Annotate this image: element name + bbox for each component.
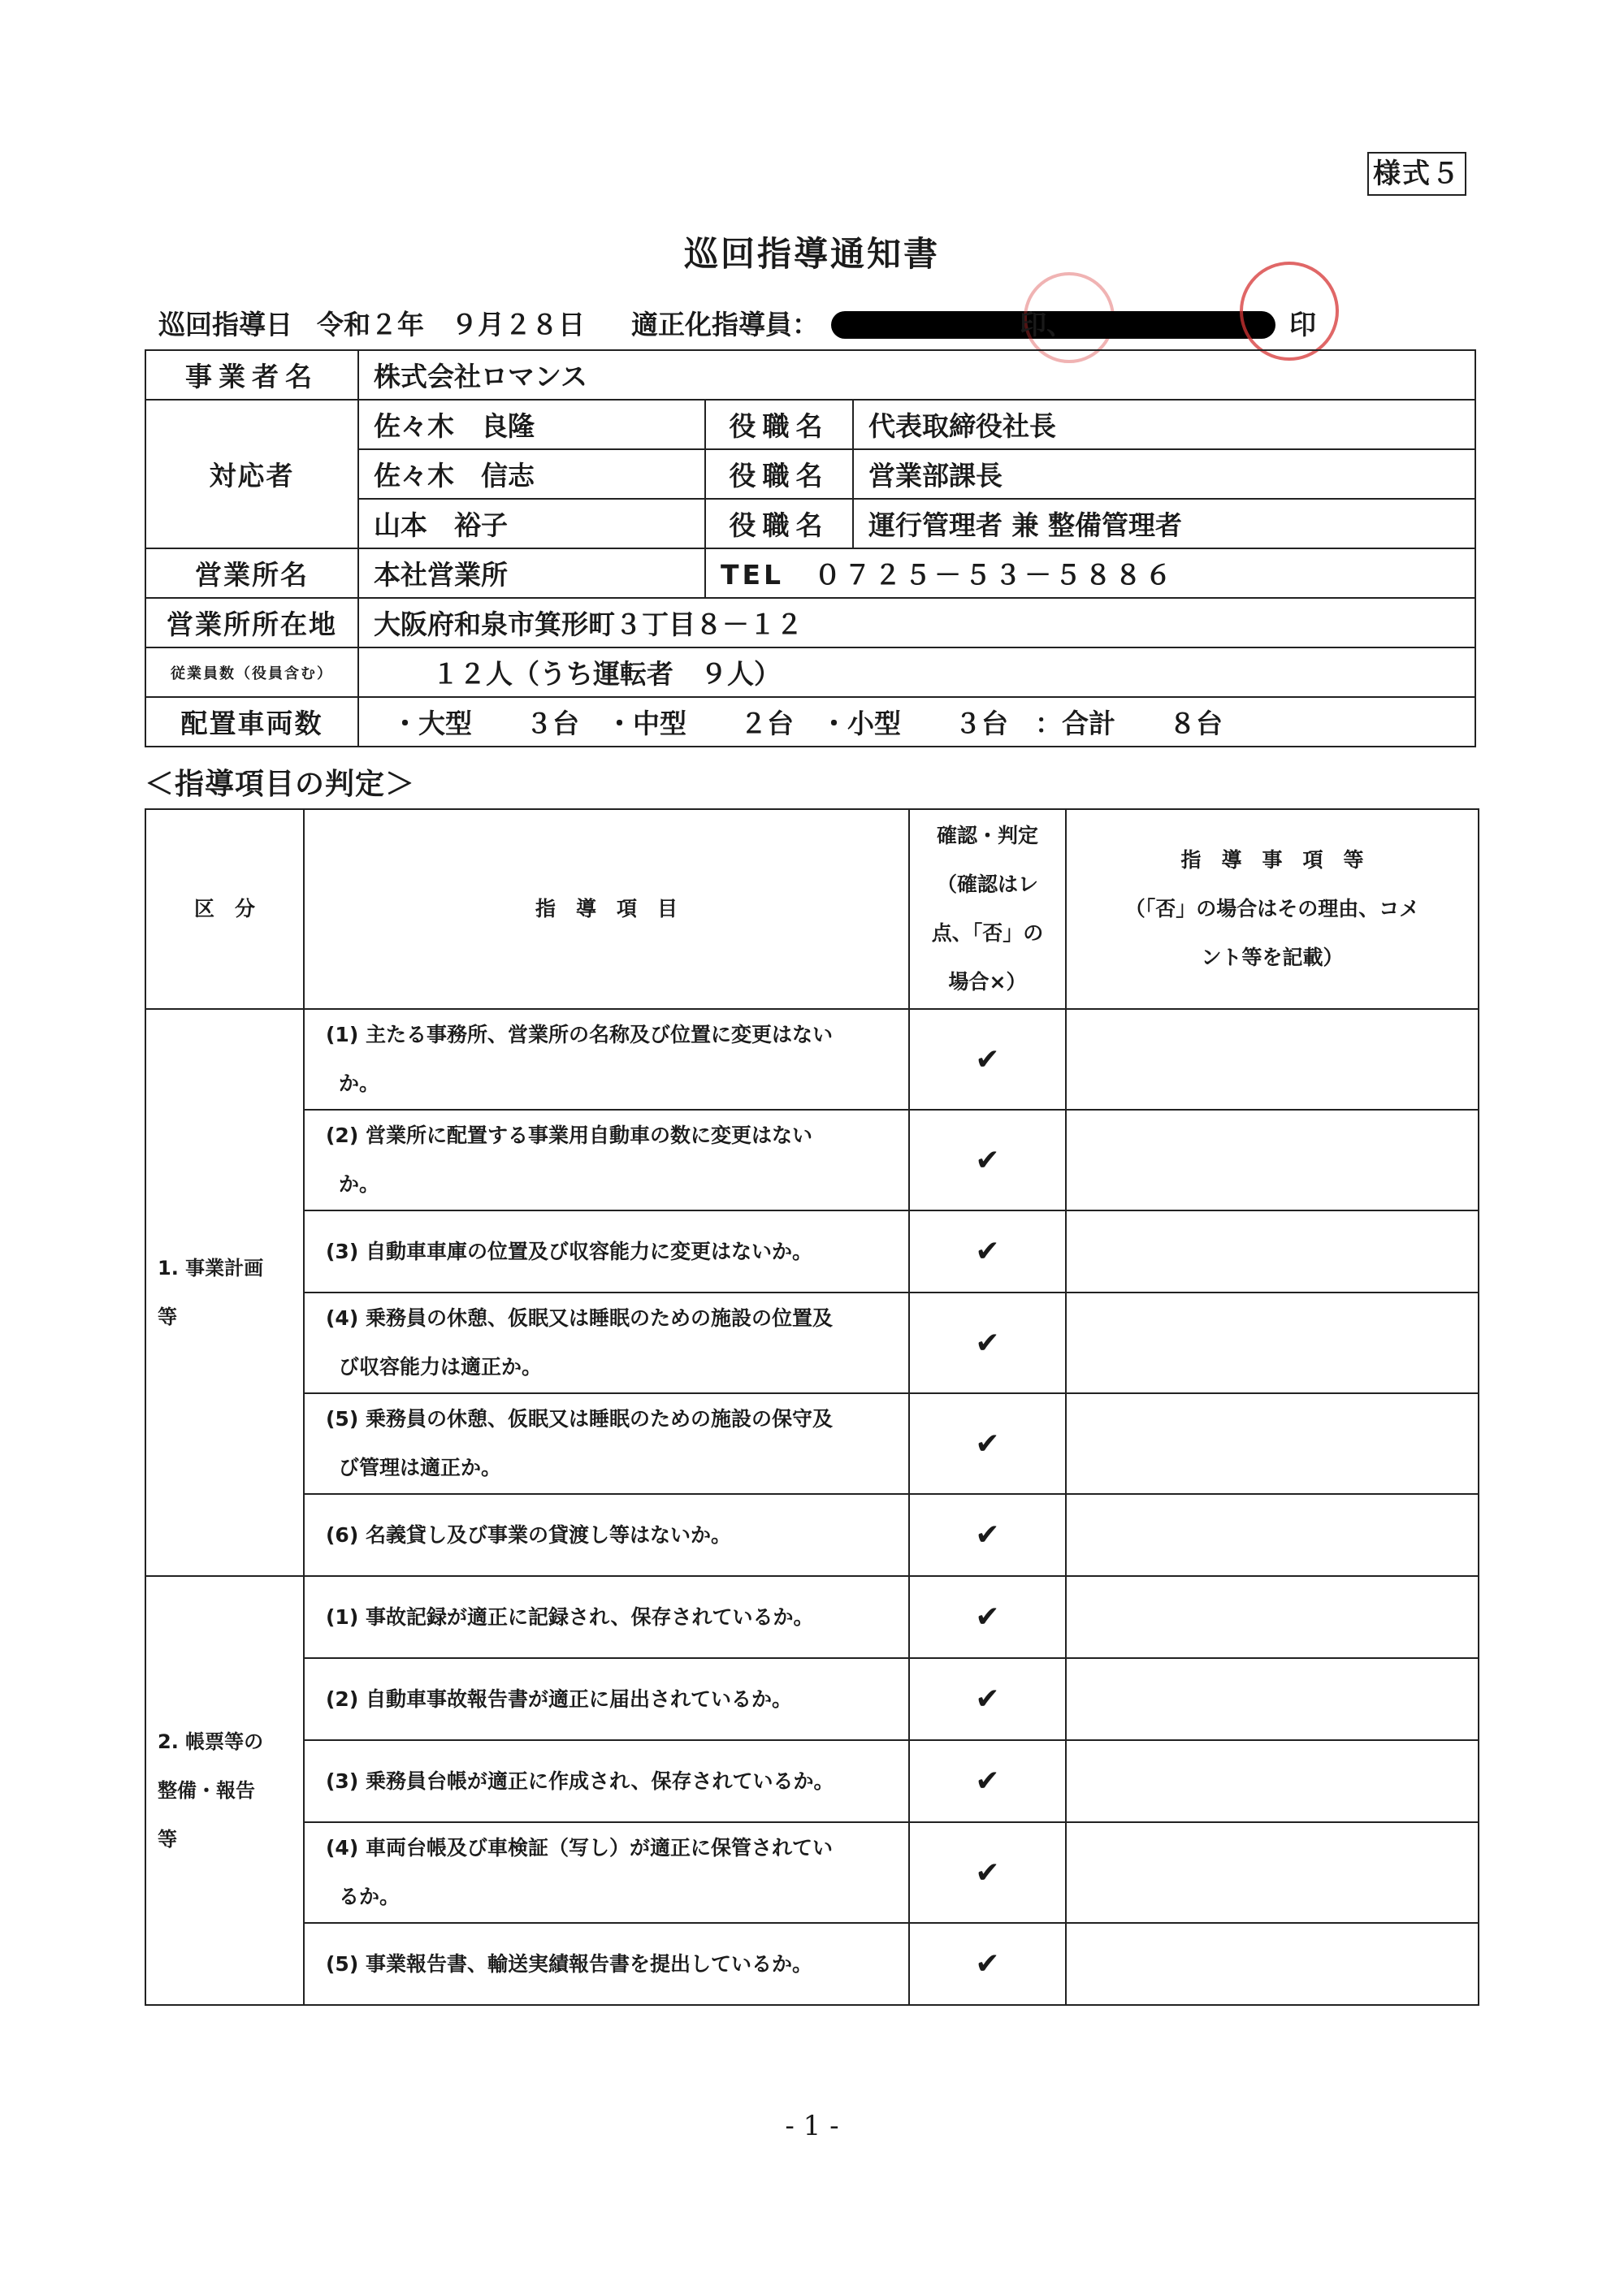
date-label: 巡回指導日 [158,309,292,340]
notes-cell [1066,1658,1479,1740]
item-cell [304,1494,909,1576]
item-line: び収容能力は適正か。 [339,1355,543,1379]
header-notes-line: ント等を記載） [1201,946,1344,969]
item-line: (3) 自動車車庫の位置及び収容能力に変更はないか。 [326,1239,812,1263]
item-cell [304,1658,909,1740]
vehicles-row [145,697,1475,747]
table-row [145,1293,1479,1393]
check-mark: ✔ [909,1110,1066,1210]
header-check-line: 場合×） [948,970,1027,994]
office-name: 本社営業所 [358,548,705,598]
item-cell [304,1293,909,1393]
table-row [145,1210,1479,1293]
category-line: 整備・報告 [158,1779,255,1802]
notes-cell [1066,1576,1479,1658]
date-value: 令和２年 ９月２８日 [317,309,585,340]
responder-row [145,400,1475,449]
address-row [145,598,1475,647]
check-mark: ✔ [909,1009,1066,1110]
item-cell [304,1740,909,1822]
category-line: 1. 事業計画 [158,1257,264,1280]
header-notes [1066,809,1479,1009]
business-name-value: 株式会社ロマンス [358,350,1475,400]
responder-name: 山本 裕子 [358,499,705,548]
item-line: び管理は適正か。 [339,1456,502,1479]
notes-cell [1066,1740,1479,1822]
business-info-table [145,349,1476,747]
notes-cell [1066,1009,1479,1110]
table-row [145,1740,1479,1822]
inspector-label: 適正化指導員： [631,309,819,340]
address-value: 大阪府和泉市箕形町３丁目８－１２ [358,598,1475,647]
header-check-line: 点、「否」の [931,921,1044,945]
page-title: 巡回指導通知書 [683,234,940,274]
seal-mark-1: 印、 [1020,309,1073,340]
business-name-label: 事業者名 [145,350,358,400]
responder-name: 佐々木 良隆 [358,400,705,449]
header-check-line: （確認はレ [936,873,1038,896]
responder-name: 佐々木 信志 [358,449,705,499]
header-check [909,809,1066,1009]
item-line: (2) 自動車事故報告書が適正に届出されているか。 [326,1687,792,1711]
item-cell [304,1393,909,1494]
item-line: (5) 事業報告書、輸送実績報告書を提出しているか。 [326,1951,812,1976]
item-line: か。 [339,1172,380,1196]
check-mark: ✔ [909,1494,1066,1576]
check-mark: ✔ [909,1293,1066,1393]
item-line: (3) 乗務員台帳が適正に作成され、保存されているか。 [326,1769,834,1793]
responder-position: 営業部課長 [853,449,1475,499]
item-line: (6) 名義貸し及び事業の貸渡し等はないか。 [326,1522,731,1547]
item-line: (2) 営業所に配置する事業用自動車の数に変更はない [326,1124,812,1147]
header-check-line: 確認・判定 [936,824,1038,847]
address-label: 営業所所在地 [145,598,358,647]
header-item: 指 導 項 目 [304,809,909,1009]
responder-position: 運行管理者 兼 整備管理者 [853,499,1475,548]
table-row [145,1110,1479,1210]
item-cell [304,1822,909,1923]
section-title: ＜指導項目の判定＞ [145,768,416,801]
table-row [145,1393,1479,1494]
position-label: 役職名 [705,449,853,499]
table-row [145,1822,1479,1923]
item-line: るか。 [339,1885,401,1908]
check-mark: ✔ [909,1740,1066,1822]
responder-label: 対応者 [145,400,358,548]
inspection-header [158,301,1345,349]
office-row [145,548,1475,598]
employees-row [145,647,1475,697]
item-cell [304,1009,909,1110]
office-label: 営業所名 [145,548,358,598]
item-cell [304,1923,909,2005]
office-tel: TEL ０７２５－５３－５８８６ [705,548,1475,598]
position-label: 役職名 [705,499,853,548]
notes-cell [1066,1923,1479,2005]
category-cell [145,1009,304,1576]
notes-cell [1066,1822,1479,1923]
inspection-items-table [145,808,1479,2006]
employees-value: １２人（うち運転者 ９人） [358,647,1475,697]
notes-cell [1066,1494,1479,1576]
header-category: 区 分 [145,809,304,1009]
page-number: - 1 - [785,2110,839,2142]
table-header-row [145,809,1479,1009]
table-row [145,1576,1479,1658]
responder-position: 代表取締役社長 [853,400,1475,449]
category-cell [145,1576,304,2005]
category-line: 2. 帳票等の [158,1730,264,1753]
employees-label: 従業員数（役員含む） [145,647,358,697]
business-name-row [145,350,1475,400]
check-mark: ✔ [909,1393,1066,1494]
table-row [145,1658,1479,1740]
seal-mark-2: 印 [1289,309,1316,340]
item-cell [304,1210,909,1293]
category-line: 等 [158,1828,177,1851]
item-line: (4) 乗務員の休憩、仮眠又は睡眠のための施設の位置及 [326,1306,833,1330]
notes-cell [1066,1393,1479,1494]
check-mark: ✔ [909,1210,1066,1293]
check-mark: ✔ [909,1822,1066,1923]
check-mark: ✔ [909,1576,1066,1658]
form-number: 様式５ [1367,152,1466,196]
item-cell [304,1110,909,1210]
vehicles-value: ・大型 ３台 ・中型 ２台 ・小型 ３台 ：合計 ８台 [358,697,1475,747]
item-line: (5) 乗務員の休憩、仮眠又は睡眠のための施設の保守及 [326,1407,833,1431]
check-mark: ✔ [909,1923,1066,2005]
position-label: 役職名 [705,400,853,449]
table-row [145,1009,1479,1110]
item-line: (4) 車両台帳及び車検証（写し）が適正に保管されてい [326,1836,833,1860]
notes-cell [1066,1210,1479,1293]
item-line: か。 [339,1072,380,1095]
header-notes-line: 指 導 事 項 等 [1180,848,1364,872]
header-notes-line: （「否」の場合はその理由、コメ [1124,897,1420,920]
check-mark: ✔ [909,1658,1066,1740]
table-row [145,1494,1479,1576]
table-row [145,1923,1479,2005]
notes-cell [1066,1293,1479,1393]
item-line: (1) 主たる事務所、営業所の名称及び位置に変更はない [326,1023,833,1046]
notes-cell [1066,1110,1479,1210]
category-line: 等 [158,1306,177,1328]
item-line: (1) 事故記録が適正に記録され、保存されているか。 [326,1604,814,1629]
vehicles-label: 配置車両数 [145,697,358,747]
item-cell [304,1576,909,1658]
